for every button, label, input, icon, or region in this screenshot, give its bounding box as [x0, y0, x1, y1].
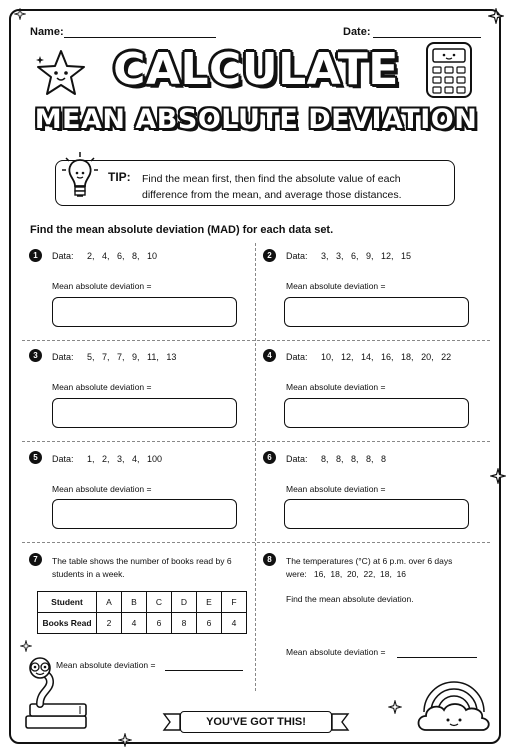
- page-title: CALCULATE: [113, 44, 399, 95]
- lightbulb-icon: [60, 150, 100, 202]
- page-subtitle: MEAN ABSOLUTE DEVIATION: [34, 104, 478, 135]
- table-cell: 8: [172, 613, 197, 634]
- problem-number: 4: [263, 349, 276, 362]
- data-label: Data:: [286, 251, 308, 261]
- table-cell: E: [197, 592, 222, 613]
- row-divider: [22, 542, 490, 543]
- problem-number: 8: [263, 553, 276, 566]
- table-cell: D: [172, 592, 197, 613]
- table-cell: 6: [197, 613, 222, 634]
- data-values: 5, 7, 7, 9, 11, 13: [87, 352, 177, 362]
- name-line[interactable]: [64, 37, 216, 38]
- problem-number: 6: [263, 451, 276, 464]
- mad-label: Mean absolute deviation =: [52, 382, 152, 392]
- data-label: Data:: [52, 454, 74, 464]
- answer-line[interactable]: [397, 657, 477, 658]
- problem-number: 7: [29, 553, 42, 566]
- problem-text: The table shows the number of books read by 6 students in a week.: [52, 556, 232, 579]
- bookworm-icon: [20, 656, 100, 738]
- answer-line[interactable]: [165, 670, 243, 671]
- tip-text: Find the mean first, then find the absolute value of each difference from the mean, and average those distances.: [142, 173, 402, 201]
- table-cell: Student: [38, 592, 97, 613]
- date-label: Date:: [343, 26, 371, 38]
- data-label: Data:: [52, 251, 74, 261]
- table-row: [38, 613, 247, 634]
- date-line[interactable]: [373, 37, 481, 38]
- data-values: 1, 2, 3, 4, 100: [87, 454, 163, 464]
- mad-label: Mean absolute deviation =: [286, 484, 386, 494]
- name-label: Name:: [30, 26, 64, 38]
- instructions: Find the mean absolute deviation (MAD) for each data set.: [30, 224, 334, 236]
- problem-number: 3: [29, 349, 42, 362]
- problem-number: 5: [29, 451, 42, 464]
- mad-label: Mean absolute deviation =: [286, 281, 386, 291]
- mad-label: Mean absolute deviation =: [52, 281, 152, 291]
- sparkle-star-icon: [20, 640, 32, 652]
- data-values: 2, 4, 6, 8, 10: [87, 251, 158, 261]
- mad-label: Mean absolute deviation =: [52, 484, 152, 494]
- banner-ribbon-left: [162, 713, 182, 731]
- data-values: 10, 12, 14, 16, 18, 20, 22: [321, 352, 452, 362]
- sparkle-star-icon: [488, 8, 504, 24]
- books-table: [37, 591, 247, 634]
- mad-label: Mean absolute deviation =: [286, 382, 386, 392]
- table-cell: F: [222, 592, 247, 613]
- sparkle-star-icon: [118, 733, 132, 747]
- table-cell: A: [97, 592, 122, 613]
- row-divider: [22, 340, 490, 341]
- problem-text: The temperatures (°C) at 6 p.m. over 6 days: [286, 556, 453, 566]
- answer-box[interactable]: [52, 398, 237, 428]
- table-cell: 4: [122, 613, 147, 634]
- tip-label: TIP:: [108, 170, 131, 184]
- mad-label: Mean absolute deviation =: [56, 660, 156, 670]
- answer-box[interactable]: [52, 499, 237, 529]
- banner-ribbon-right: [330, 713, 350, 731]
- problem-number: 2: [263, 249, 276, 262]
- table-cell: 4: [222, 613, 247, 634]
- problem-text: were: 16, 18, 20, 22, 18, 16: [286, 569, 407, 579]
- mad-label: Mean absolute deviation =: [286, 647, 386, 657]
- data-label: Data:: [286, 454, 308, 464]
- table-cell: 6: [147, 613, 172, 634]
- table-row: [38, 592, 247, 613]
- column-divider: [255, 243, 256, 691]
- rainbow-cloud-icon: [412, 666, 496, 736]
- sparkle-star-icon: [388, 700, 402, 714]
- problem-question: Find the mean absolute deviation.: [286, 594, 414, 604]
- data-label: Data:: [52, 352, 74, 362]
- encouragement-banner: YOU'VE GOT THIS!: [180, 711, 332, 733]
- table-cell: B: [122, 592, 147, 613]
- problem-number: 1: [29, 249, 42, 262]
- answer-box[interactable]: [52, 297, 237, 327]
- sparkle-star-icon: [490, 468, 506, 484]
- data-values: 3, 3, 6, 9, 12, 15: [321, 251, 412, 261]
- row-divider: [22, 441, 490, 442]
- data-label: Data:: [286, 352, 308, 362]
- sparkle-star-icon: [14, 8, 26, 20]
- table-cell: Books Read: [38, 613, 97, 634]
- table-cell: C: [147, 592, 172, 613]
- answer-box[interactable]: [284, 499, 469, 529]
- answer-box[interactable]: [284, 398, 469, 428]
- answer-box[interactable]: [284, 297, 469, 327]
- data-values: 8, 8, 8, 8, 8: [321, 454, 387, 464]
- table-cell: 2: [97, 613, 122, 634]
